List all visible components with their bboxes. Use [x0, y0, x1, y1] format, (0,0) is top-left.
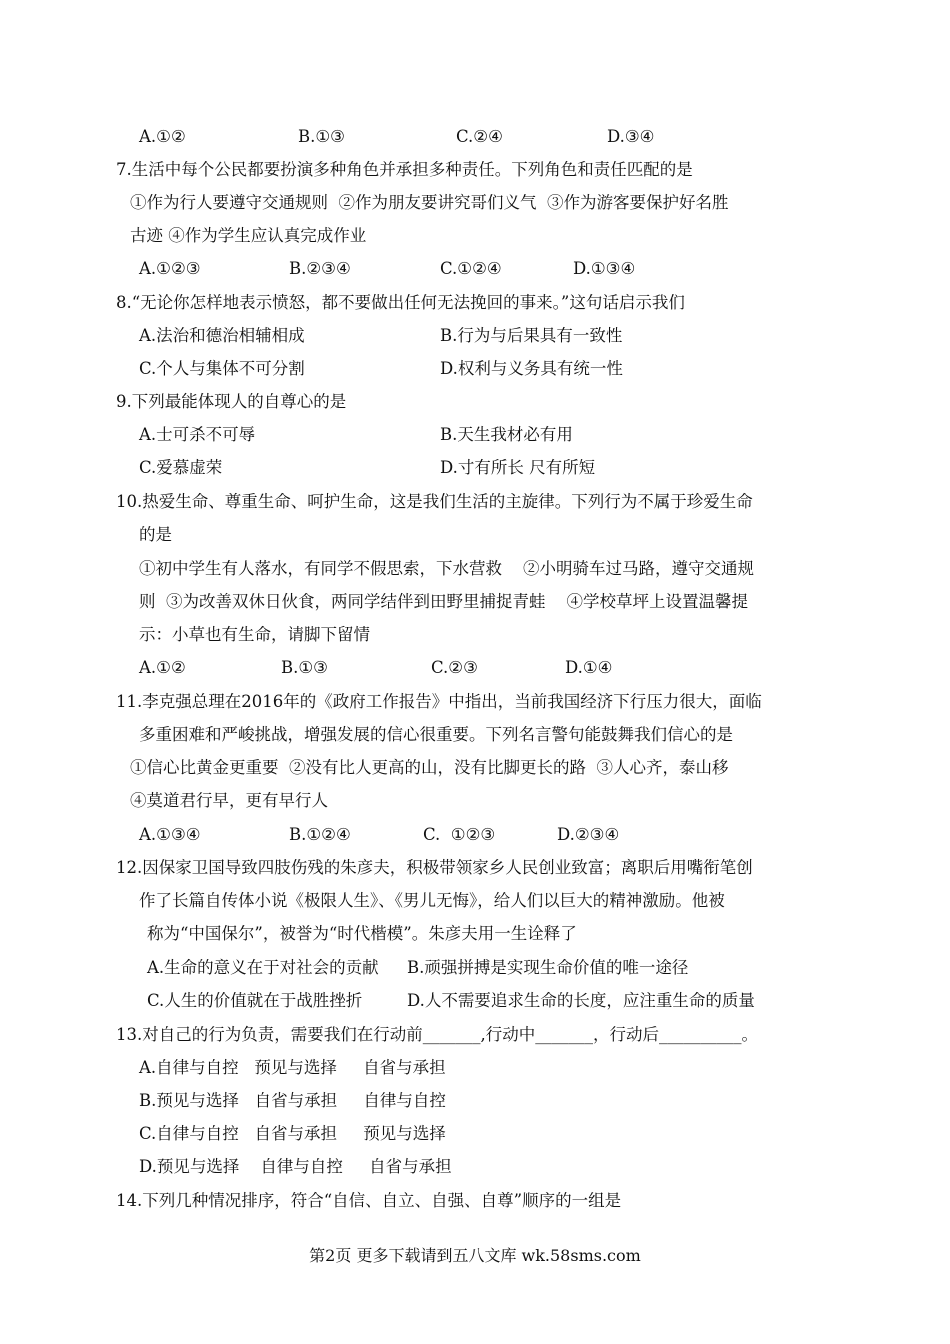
q13-option-c: C.自律与自控 自省与承担 预见与选择 — [139, 1124, 446, 1143]
q7-option-a: A.①②③ — [139, 259, 201, 278]
q6-option-a: A.①② — [139, 127, 186, 146]
q12-stem-line: 12.因保家卫国导致四肢伤残的朱彦夫，积极带领家乡人民创业致富；离职后用嘴衔笔创 — [116, 858, 753, 877]
q6-option-d: D.③④ — [607, 127, 655, 146]
q11-option-d: D.②③④ — [557, 825, 620, 844]
q11-item-line: ④莫道君行早，更有早行人 — [130, 791, 328, 810]
q12-stem-line: 称为“中国保尔”，被誉为“时代楷模”。朱彦夫用一生诠释了 — [147, 924, 577, 943]
q10-item-line: ①初中学生有人落水，有同学不假思索，下水营救 ②小明骑车过马路，遵守交通规 — [139, 559, 754, 578]
q10-option-a: A.①② — [139, 658, 186, 677]
q8-option-d: D.权利与义务具有统一性 — [440, 359, 623, 378]
q10-option-b: B.①③ — [281, 658, 328, 677]
q13-option-d: D.预见与选择 自律与自控 自省与承担 — [139, 1157, 452, 1176]
q7-option-c: C.①②④ — [440, 259, 502, 278]
q12-option-a: A.生命的意义在于对社会的贡献 — [147, 958, 379, 977]
q9-option-b: B.天生我材必有用 — [440, 425, 573, 444]
q12-option-b: B.顽强拼搏是实现生命价值的唯一途径 — [407, 958, 689, 977]
q14-stem: 14.下列几种情况排序，符合“自信、自立、自强、自尊”顺序的一组是 — [116, 1191, 622, 1210]
q10-stem-line: 的是 — [139, 525, 172, 544]
q13-stem: 13.对自己的行为负责，需要我们在行动前_______,行动中_______，行动后__________。 — [116, 1025, 758, 1044]
q12-option-d: D.人不需要追求生命的长度，应注重生命的质量 — [407, 991, 755, 1010]
q10-stem-line: 10.热爱生命、尊重生命、呵护生命，这是我们生活的主旋律。下列行为不属于珍爱生命 — [116, 492, 753, 511]
q8-option-a: A.法治和德治相辅相成 — [139, 326, 305, 345]
q11-item-line: ①信心比黄金更重要 ②没有比人更高的山，没有比脚更长的路 ③人心齐，泰山移 — [130, 758, 729, 777]
q12-stem-line: 作了长篇自传体小说《极限人生》、《男儿无悔》，给人们以巨大的精神激励。他被 — [139, 891, 725, 910]
q10-item-line: 则 ③为改善双休日伙食，两同学结伴到田野里捕捉青蛙 ④学校草坪上设置温馨提 — [139, 592, 748, 611]
q11-option-a: A.①③④ — [139, 825, 201, 844]
q8-option-c: C.个人与集体不可分割 — [139, 359, 305, 378]
q6-option-b: B.①③ — [298, 127, 345, 146]
q7-stem: 7.生活中每个公民都要扮演多种角色并承担多种责任。下列角色和责任匹配的是 — [116, 160, 693, 179]
q7-option-d: D.①③④ — [573, 259, 636, 278]
q10-option-c: C.②③ — [431, 658, 478, 677]
page-footer: 第2页 更多下载请到五八文库 wk.58sms.com — [309, 1246, 641, 1265]
q11-option-b: B.①②④ — [289, 825, 351, 844]
q7-item-line: 古迹 ④作为学生应认真完成作业 — [130, 226, 367, 245]
q10-item-line: 示：小草也有生命，请脚下留情 — [139, 625, 370, 644]
q7-item-line: ①作为行人要遵守交通规则 ②作为朋友要讲究哥们义气 ③作为游客要保护好名胜 — [130, 193, 729, 212]
q7-option-b: B.②③④ — [289, 259, 351, 278]
q10-option-d: D.①④ — [565, 658, 613, 677]
q9-option-c: C.爱慕虚荣 — [139, 458, 223, 477]
q12-option-c: C.人生的价值就在于战胜挫折 — [147, 991, 363, 1010]
q11-stem-line: 多重困难和严峻挑战，增强发展的信心很重要。下列名言警句能鼓舞我们信心的是 — [139, 725, 733, 744]
q8-option-b: B.行为与后果具有一致性 — [440, 326, 623, 345]
q6-option-c: C.②④ — [456, 127, 503, 146]
q11-stem-line: 11.李克强总理在2016年的《政府工作报告》中指出，当前我国经济下行压力很大，面临 — [116, 692, 762, 711]
q9-stem: 9.下列最能体现人的自尊心的是 — [116, 392, 347, 411]
q13-option-b: B.预见与选择 自省与承担 自律与自控 — [139, 1091, 446, 1110]
q13-option-a: A.自律与自控 预见与选择 自省与承担 — [139, 1058, 446, 1077]
q9-option-a: A.士可杀不可辱 — [139, 425, 256, 444]
q8-stem: 8.“无论你怎样地表示愤怒，都不要做出任何无法挽回的事来。”这句话启示我们 — [116, 293, 685, 312]
q11-option-c: C. ①②③ — [423, 825, 496, 844]
q9-option-d: D.寸有所长 尺有所短 — [440, 458, 596, 477]
